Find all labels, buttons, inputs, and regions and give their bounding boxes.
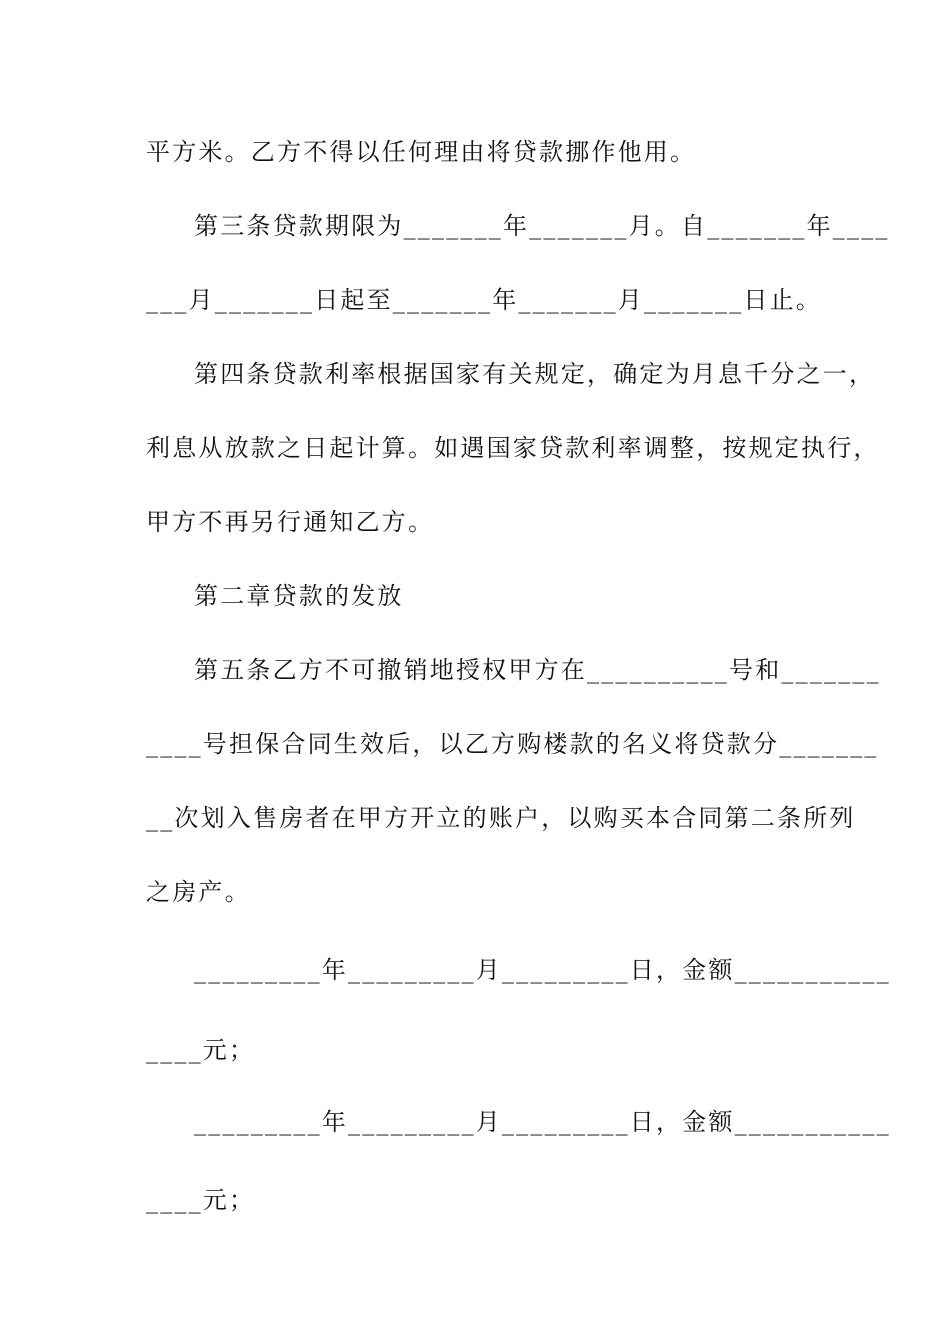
installment-1-line-1: _________年_________月_________日，金额___________ xyxy=(194,956,891,984)
paragraph-line: 平方米。乙方不得以任何理由将贷款挪作他用。 xyxy=(146,138,697,166)
article-3-line-1: 第三条贷款期限为_______年_______月。自_______年____ xyxy=(194,212,890,240)
article-4-line-3: 甲方不再另行通知乙方。 xyxy=(146,508,435,536)
article-4-line-2: 利息从放款之日起计算。如遇国家贷款利率调整，按规定执行， xyxy=(146,434,880,462)
article-5-line-3: __次划入售房者在甲方开立的账户，以购买本合同第二条所列 xyxy=(146,804,856,832)
article-5-line-4: 之房产。 xyxy=(146,878,251,906)
installment-2-line-2: ____元； xyxy=(146,1186,256,1214)
article-4-line-1: 第四条贷款利率根据国家有关规定，确定为月息千分之一， xyxy=(194,360,876,388)
installment-1-line-2: ____元； xyxy=(146,1036,256,1064)
chapter-heading: 第二章贷款的发放 xyxy=(194,582,404,610)
installment-2-line-1: _________年_________月_________日，金额___________ xyxy=(194,1108,891,1136)
article-3-line-2: ___月_______日起至_______年_______月_______日止。 xyxy=(146,286,822,314)
article-5-line-1: 第五条乙方不可撤销地授权甲方在__________号和_______ xyxy=(194,656,881,684)
article-5-line-2: ____号担保合同生效后，以乙方购楼款的名义将贷款分_______ xyxy=(146,730,879,758)
